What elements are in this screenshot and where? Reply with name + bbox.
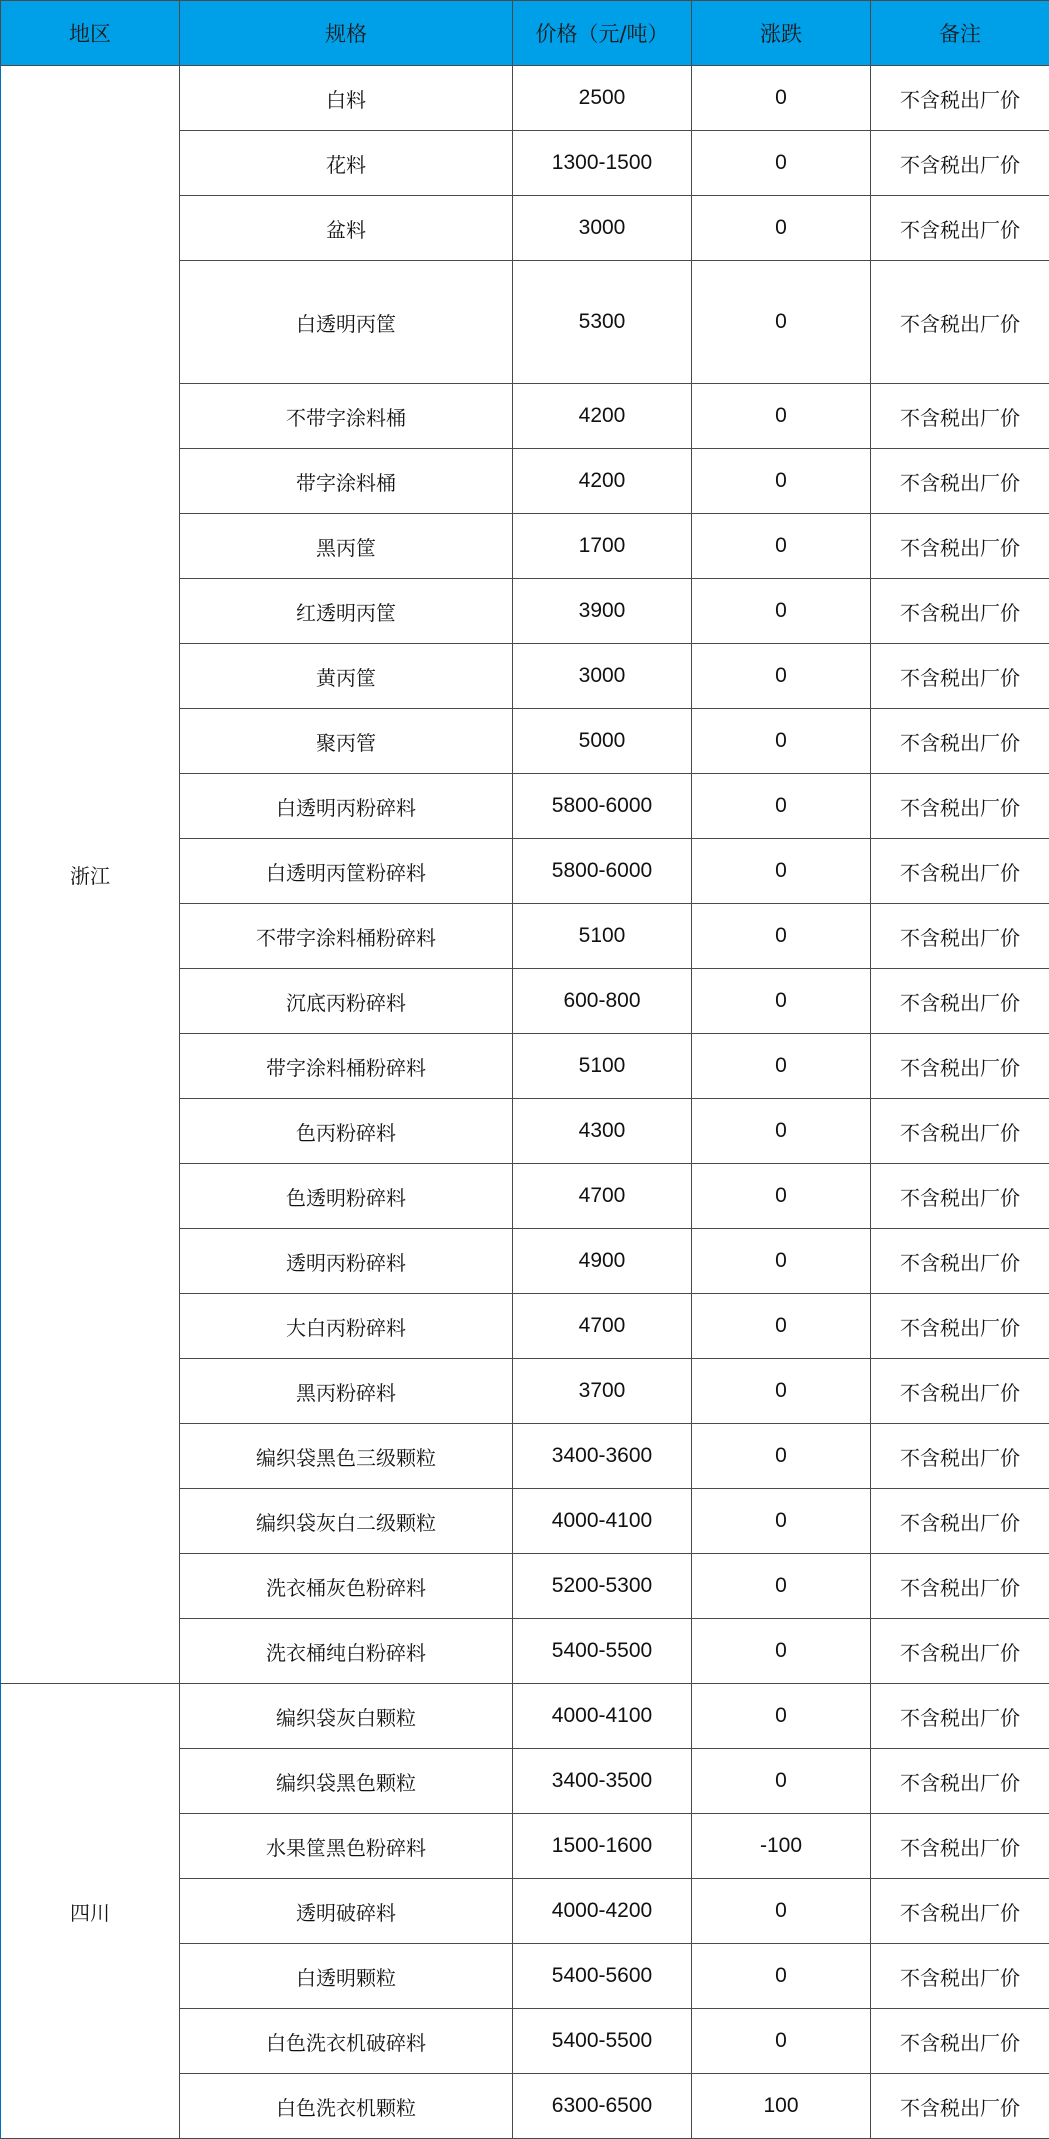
spec-cell: 大白丙粉碎料 [180, 1294, 513, 1359]
spec-cell: 白透明丙筐粉碎料 [180, 839, 513, 904]
change-cell: 0 [692, 514, 871, 579]
change-cell: 0 [692, 1099, 871, 1164]
change-cell: 0 [692, 904, 871, 969]
note-cell: 不含税出厂价 [871, 1944, 1049, 2009]
header-price: 价格（元/吨） [513, 1, 692, 66]
table-body [1, 66, 1049, 2139]
change-cell: 0 [692, 1684, 871, 1749]
price-cell: 6300-6500 [513, 2074, 692, 2139]
change-cell: -100 [692, 1814, 871, 1879]
note-cell: 不含税出厂价 [871, 1684, 1049, 1749]
price-cell: 3700 [513, 1359, 692, 1424]
change-cell: 0 [692, 66, 871, 131]
price-cell: 4200 [513, 449, 692, 514]
note-cell: 不含税出厂价 [871, 1489, 1049, 1554]
table-row [1, 66, 1049, 131]
spec-cell: 色丙粉碎料 [180, 1099, 513, 1164]
note-cell: 不含税出厂价 [871, 196, 1049, 261]
spec-cell: 透明破碎料 [180, 1879, 513, 1944]
region-cell: 四川 [1, 1684, 180, 2139]
price-cell: 5300 [513, 261, 692, 384]
note-cell: 不含税出厂价 [871, 1749, 1049, 1814]
price-cell: 2500 [513, 66, 692, 131]
note-cell: 不含税出厂价 [871, 131, 1049, 196]
note-cell: 不含税出厂价 [871, 1554, 1049, 1619]
change-cell: 0 [692, 196, 871, 261]
note-cell: 不含税出厂价 [871, 1359, 1049, 1424]
spec-cell: 水果筐黑色粉碎料 [180, 1814, 513, 1879]
note-cell: 不含税出厂价 [871, 261, 1049, 384]
note-cell: 不含税出厂价 [871, 579, 1049, 644]
note-cell: 不含税出厂价 [871, 1879, 1049, 1944]
spec-cell: 盆料 [180, 196, 513, 261]
spec-cell: 白料 [180, 66, 513, 131]
spec-cell: 黑丙粉碎料 [180, 1359, 513, 1424]
change-cell: 0 [692, 1034, 871, 1099]
change-cell: 0 [692, 1554, 871, 1619]
spec-cell: 透明丙粉碎料 [180, 1229, 513, 1294]
note-cell: 不含税出厂价 [871, 514, 1049, 579]
change-cell: 0 [692, 1749, 871, 1814]
change-cell: 100 [692, 2074, 871, 2139]
spec-cell: 白色洗衣机颗粒 [180, 2074, 513, 2139]
change-cell: 0 [692, 1619, 871, 1684]
spec-cell: 黄丙筐 [180, 644, 513, 709]
note-cell: 不含税出厂价 [871, 969, 1049, 1034]
price-cell: 4200 [513, 384, 692, 449]
spec-cell: 沉底丙粉碎料 [180, 969, 513, 1034]
price-cell: 4900 [513, 1229, 692, 1294]
price-cell: 1700 [513, 514, 692, 579]
spec-cell: 色透明粉碎料 [180, 1164, 513, 1229]
note-cell: 不含税出厂价 [871, 2009, 1049, 2074]
change-cell: 0 [692, 709, 871, 774]
price-cell: 5000 [513, 709, 692, 774]
spec-cell: 编织袋黑色三级颗粒 [180, 1424, 513, 1489]
note-cell: 不含税出厂价 [871, 1099, 1049, 1164]
change-cell: 0 [692, 839, 871, 904]
spec-cell: 洗衣桶纯白粉碎料 [180, 1619, 513, 1684]
header-row [1, 1, 1049, 66]
change-cell: 0 [692, 644, 871, 709]
price-cell: 4000-4100 [513, 1684, 692, 1749]
header-spec: 规格 [180, 1, 513, 66]
note-cell: 不含税出厂价 [871, 839, 1049, 904]
note-cell: 不含税出厂价 [871, 904, 1049, 969]
price-cell: 4700 [513, 1294, 692, 1359]
change-cell: 0 [692, 1294, 871, 1359]
spec-cell: 不带字涂料桶 [180, 384, 513, 449]
header-region: 地区 [1, 1, 180, 66]
note-cell: 不含税出厂价 [871, 1814, 1049, 1879]
change-cell: 0 [692, 969, 871, 1034]
price-cell: 5100 [513, 904, 692, 969]
note-cell: 不含税出厂价 [871, 644, 1049, 709]
price-cell: 5800-6000 [513, 839, 692, 904]
spec-cell: 带字涂料桶粉碎料 [180, 1034, 513, 1099]
change-cell: 0 [692, 131, 871, 196]
header-change: 涨跌 [692, 1, 871, 66]
spec-cell: 白透明颗粒 [180, 1944, 513, 2009]
spec-cell: 白透明丙筐 [180, 261, 513, 384]
change-cell: 0 [692, 1164, 871, 1229]
change-cell: 0 [692, 449, 871, 514]
change-cell: 0 [692, 579, 871, 644]
spec-cell: 黑丙筐 [180, 514, 513, 579]
price-cell: 3400-3600 [513, 1424, 692, 1489]
price-cell: 600-800 [513, 969, 692, 1034]
price-cell: 3000 [513, 196, 692, 261]
change-cell: 0 [692, 1489, 871, 1554]
table-row [1, 1684, 1049, 1749]
note-cell: 不含税出厂价 [871, 1164, 1049, 1229]
spec-cell: 编织袋灰白颗粒 [180, 1684, 513, 1749]
price-cell: 4000-4100 [513, 1489, 692, 1554]
change-cell: 0 [692, 1879, 871, 1944]
change-cell: 0 [692, 774, 871, 839]
note-cell: 不含税出厂价 [871, 1034, 1049, 1099]
change-cell: 0 [692, 2009, 871, 2074]
price-cell: 5400-5500 [513, 2009, 692, 2074]
price-cell: 4300 [513, 1099, 692, 1164]
price-cell: 4000-4200 [513, 1879, 692, 1944]
spec-cell: 编织袋黑色颗粒 [180, 1749, 513, 1814]
region-cell: 浙江 [1, 66, 180, 1684]
change-cell: 0 [692, 1229, 871, 1294]
header-note: 备注 [871, 1, 1049, 66]
spec-cell: 红透明丙筐 [180, 579, 513, 644]
price-cell: 3400-3500 [513, 1749, 692, 1814]
note-cell: 不含税出厂价 [871, 774, 1049, 839]
price-cell: 5400-5500 [513, 1619, 692, 1684]
change-cell: 0 [692, 261, 871, 384]
price-cell: 1300-1500 [513, 131, 692, 196]
spec-cell: 不带字涂料桶粉碎料 [180, 904, 513, 969]
price-cell: 5100 [513, 1034, 692, 1099]
spec-cell: 花料 [180, 131, 513, 196]
spec-cell: 带字涂料桶 [180, 449, 513, 514]
note-cell: 不含税出厂价 [871, 1229, 1049, 1294]
spec-cell: 聚丙管 [180, 709, 513, 774]
price-cell: 5800-6000 [513, 774, 692, 839]
change-cell: 0 [692, 1944, 871, 2009]
note-cell: 不含税出厂价 [871, 1294, 1049, 1359]
price-cell: 3900 [513, 579, 692, 644]
spec-cell: 白色洗衣机破碎料 [180, 2009, 513, 2074]
price-cell: 1500-1600 [513, 1814, 692, 1879]
note-cell: 不含税出厂价 [871, 66, 1049, 131]
spec-cell: 编织袋灰白二级颗粒 [180, 1489, 513, 1554]
note-cell: 不含税出厂价 [871, 384, 1049, 449]
price-cell: 5400-5600 [513, 1944, 692, 2009]
price-cell: 5200-5300 [513, 1554, 692, 1619]
note-cell: 不含税出厂价 [871, 1619, 1049, 1684]
note-cell: 不含税出厂价 [871, 709, 1049, 774]
note-cell: 不含税出厂价 [871, 449, 1049, 514]
note-cell: 不含税出厂价 [871, 2074, 1049, 2139]
change-cell: 0 [692, 1359, 871, 1424]
price-cell: 3000 [513, 644, 692, 709]
table-header [1, 1, 1049, 66]
spec-cell: 白透明丙粉碎料 [180, 774, 513, 839]
note-cell: 不含税出厂价 [871, 1424, 1049, 1489]
price-cell: 4700 [513, 1164, 692, 1229]
change-cell: 0 [692, 1424, 871, 1489]
spec-cell: 洗衣桶灰色粉碎料 [180, 1554, 513, 1619]
change-cell: 0 [692, 384, 871, 449]
